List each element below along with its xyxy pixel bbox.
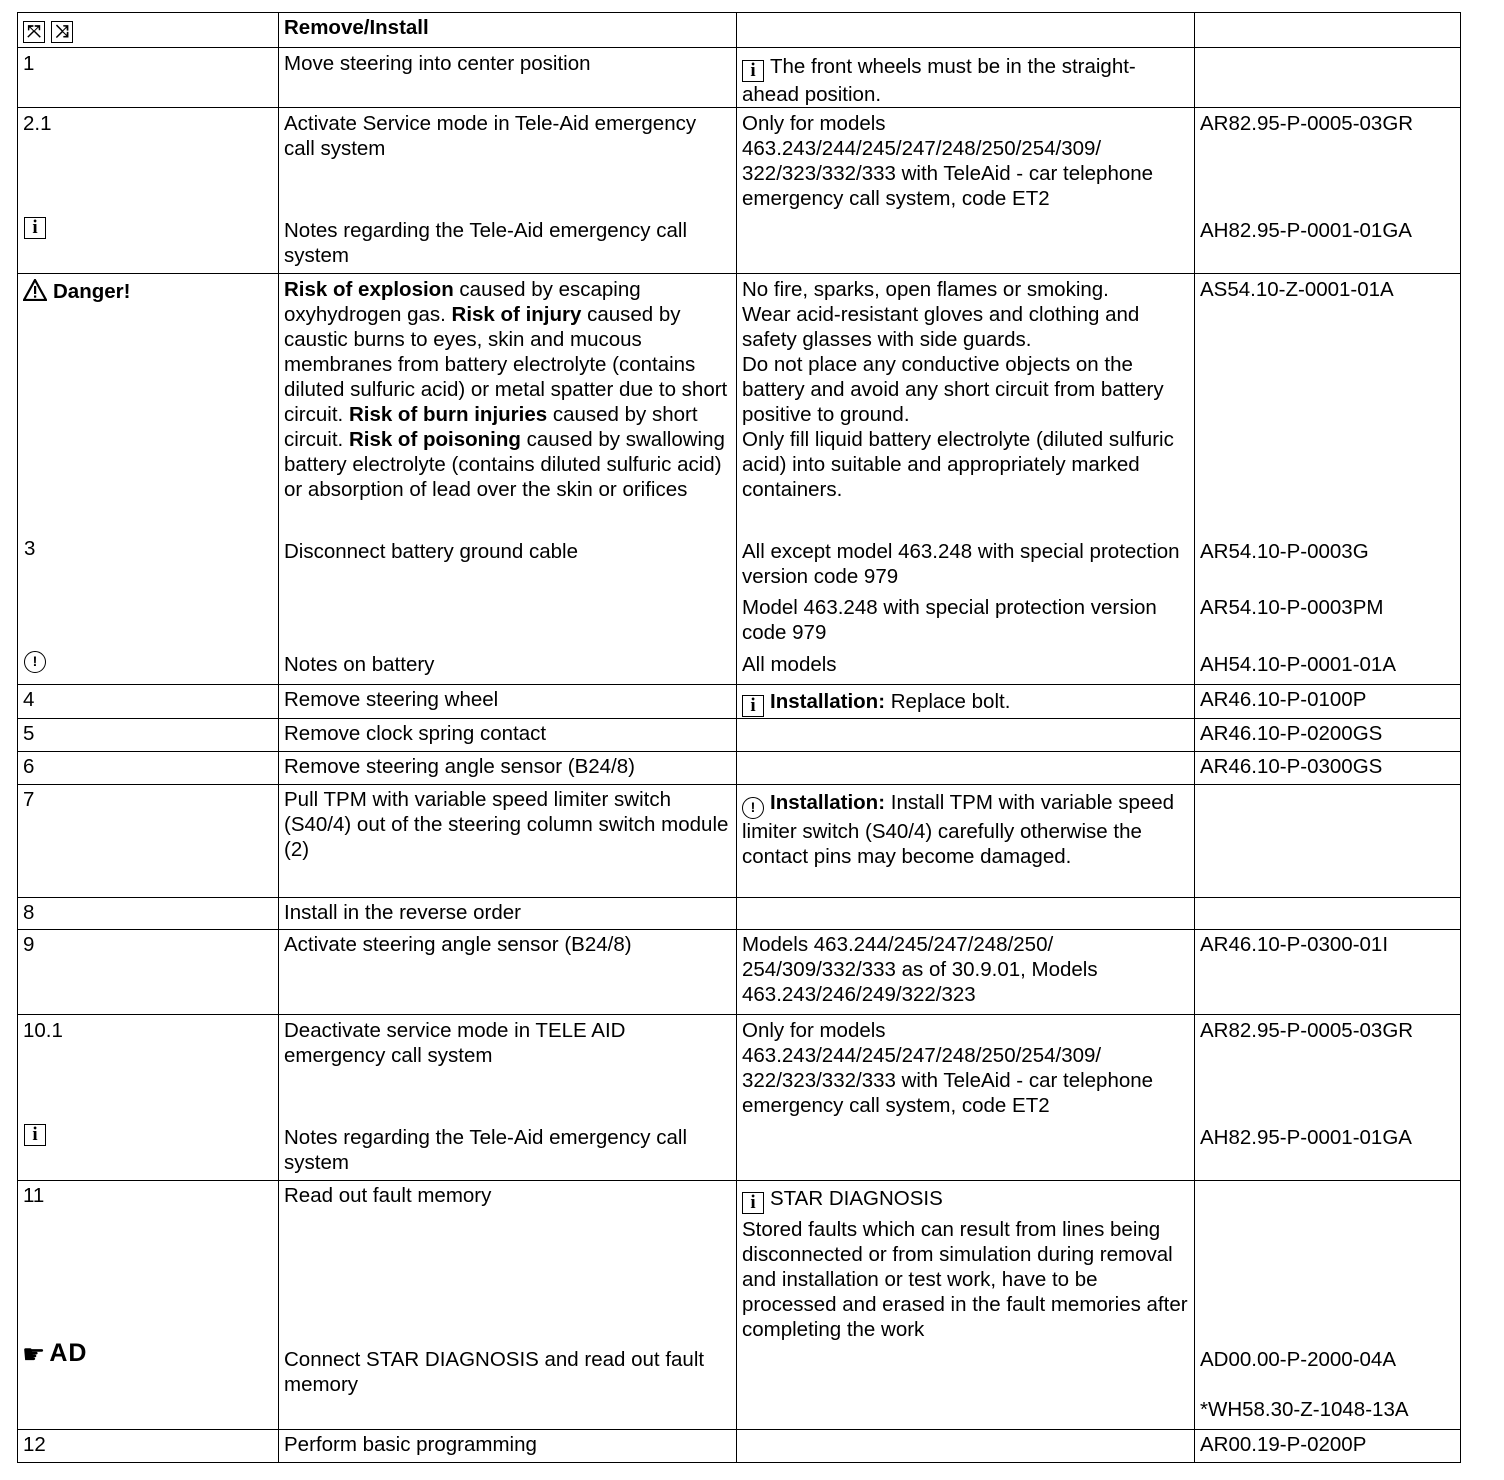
step-number: 1 (18, 48, 279, 108)
action-text: Perform basic programming (279, 1430, 737, 1463)
action-text: Pull TPM with variable speed limiter switch (S40/4) out of the steering column switch module (2) (279, 785, 737, 898)
step-number: 12 (18, 1430, 279, 1463)
reference-link[interactable]: *WH58.30-Z-1048-13A (1200, 1398, 1409, 1421)
action-text: Read out fault memory (284, 1184, 492, 1207)
sub-action-text: Notes regarding the Tele-Aid emergency call system (284, 219, 688, 267)
action-text: Activate Service mode in Tele-Aid emergency call system (284, 112, 697, 160)
info-icon: i (24, 1124, 46, 1146)
note-text: Only for models 463.243/244/245/247/248/250/254/309/ 322/323/332/333 with TeleAid - car telephone emergency call system, code ET2 (737, 1015, 1195, 1181)
reference-link[interactable]: AR54.10-P-0003G (1200, 540, 1369, 563)
table-row (18, 1430, 1461, 1463)
info-icon: i (742, 1192, 764, 1214)
reference-link[interactable]: AR46.10-P-0300GS (1195, 752, 1461, 785)
step-number: 8 (18, 898, 279, 930)
note-text: Models 463.244/245/247/248/250/ 254/309/332/333 as of 30.9.01, Models 463.243/246/249/322/323 (737, 930, 1195, 1015)
note-text: Only for models 463.243/244/245/247/248/250/254/309/ 322/323/332/333 with TeleAid - car telephone emergency call system, code ET2 (737, 108, 1195, 274)
note-title: i STAR DIAGNOSIS (742, 1186, 1189, 1214)
danger-text: Risk of explosion caused by escaping oxyhydrogen gas. Risk of injury caused by caustic burns to eyes, skin and mucous membranes from battery electrolyte (contains diluted sulfuric acid) or metal spatter due to short circuit. Risk of burn injuries caused by short circuit. Risk of poisoning caused by swallowing battery electrolyte (contains diluted sulfuric acid) or absorption of lead over the skin or orifices (284, 278, 728, 501)
reference-link[interactable]: AH54.10-P-0001-01A (1200, 653, 1397, 676)
note-text: Model 463.248 with special protection version code 979 (742, 596, 1157, 644)
reference-link[interactable]: AR82.95-P-0005-03GR (1200, 1019, 1414, 1042)
danger-note: No fire, sparks, open flames or smoking. (742, 278, 1109, 301)
table-row (18, 719, 1461, 752)
header-row (18, 13, 1461, 48)
action-text: Remove steering angle sensor (B24/8) (279, 752, 737, 785)
reference-link[interactable]: AH82.95-P-0001-01GA (1200, 219, 1412, 242)
step-number: 7 (18, 785, 279, 898)
note-text: Stored faults which can result from lines being disconnected or from simulation during removal and installation or test work, have to be processed and erased in the fault memories after completing the work (742, 1218, 1188, 1341)
install-icon: ⤨ (51, 21, 73, 43)
table-row: 4 Remove steering wheel i Installation: Replace bolt. AR46.10-P-0100P (18, 685, 1461, 719)
action-text: Remove steering wheel (279, 685, 737, 719)
step-number: 6 (18, 752, 279, 785)
note-text: The front wheels must be in the straight-ahead position. (742, 55, 1136, 106)
table-row (18, 1015, 1461, 1181)
header-icons-cell (18, 13, 279, 48)
reference-link[interactable]: AS54.10-Z-0001-01A (1200, 278, 1394, 301)
table-row (18, 752, 1461, 785)
reference-link[interactable]: AR54.10-P-0003PM (1200, 596, 1384, 619)
table-row (18, 930, 1461, 1015)
info-icon: i (24, 217, 46, 239)
note-text: Install TPM with variable speed limiter switch (S40/4) carefully otherwise the contact pins may become damaged. (742, 791, 1175, 868)
reference-link[interactable]: AR82.95-P-0005-03GR (1200, 112, 1414, 135)
reference-link[interactable]: AR46.10-P-0100P (1195, 685, 1461, 719)
header-title: Remove/Install (279, 13, 737, 48)
reference-link[interactable]: AR00.19-P-0200P (1195, 1430, 1461, 1463)
info-icon: i (742, 60, 764, 82)
table-row (18, 1181, 1461, 1430)
sub-action-text: Notes regarding the Tele-Aid emergency call system (284, 1126, 688, 1174)
note-text: Replace bolt. (885, 690, 1011, 713)
step-number: 10.1 (23, 1019, 63, 1042)
action-text: Install in the reverse order (279, 898, 737, 930)
sub-action-text: Connect STAR DIAGNOSIS and read out fault memory (284, 1348, 705, 1396)
attention-icon: ! (742, 797, 764, 819)
table-row (18, 108, 1461, 274)
action-text: Disconnect battery ground cable (284, 540, 579, 563)
ad-label: ☛ AD (22, 1339, 88, 1369)
step-number: 2.1 (23, 112, 52, 135)
danger-note: Only fill liquid battery electrolyte (diluted sulfuric acid) into suitable and appropriately marked containers. (742, 428, 1174, 501)
reference-link[interactable]: AD00.00-P-2000-04A (1200, 1348, 1397, 1371)
warning-triangle-icon (23, 279, 47, 301)
table-row (18, 898, 1461, 930)
action-text: Activate steering angle sensor (B24/8) (279, 930, 737, 1015)
note-text: All models (742, 653, 837, 676)
reference-link[interactable]: AR46.10-P-0300-01I (1195, 930, 1461, 1015)
step-number: 3 (24, 537, 36, 560)
table-row (18, 274, 1461, 685)
sub-action-text: Notes on battery (284, 653, 435, 676)
note-text: All except model 463.248 with special protection version code 979 (742, 540, 1180, 588)
step-number: 9 (18, 930, 279, 1015)
action-text: Move steering into center position (279, 48, 737, 108)
table-row (18, 48, 1461, 108)
danger-note: Do not place any conductive objects on the battery and avoid any short circuit from battery positive to ground. (742, 353, 1164, 426)
danger-label: Danger! (23, 279, 273, 304)
step-number: 4 (18, 685, 279, 719)
action-text: Remove clock spring contact (279, 719, 737, 752)
pointing-hand-icon: ☛ (22, 1339, 46, 1369)
remove-icon: ⤧ (23, 21, 45, 43)
table-row: 7 Pull TPM with variable speed limiter switch (S40/4) out of the steering column switch module (2) ! Installation: Install TPM with variable speed limiter switch (S40/4) carefully otherwise the contact pins may become damaged. (18, 785, 1461, 898)
danger-note: Wear acid-resistant gloves and clothing and safety glasses with side guards. (742, 303, 1140, 351)
reference-link[interactable]: AH82.95-P-0001-01GA (1200, 1126, 1412, 1149)
info-icon: i (742, 695, 764, 717)
step-number: 5 (18, 719, 279, 752)
action-text: Deactivate service mode in TELE AID emergency call system (284, 1019, 626, 1067)
reference-link[interactable]: AR46.10-P-0200GS (1195, 719, 1461, 752)
step-number: 11 (23, 1184, 45, 1207)
procedure-table (17, 12, 1461, 1463)
attention-icon: ! (24, 651, 46, 673)
